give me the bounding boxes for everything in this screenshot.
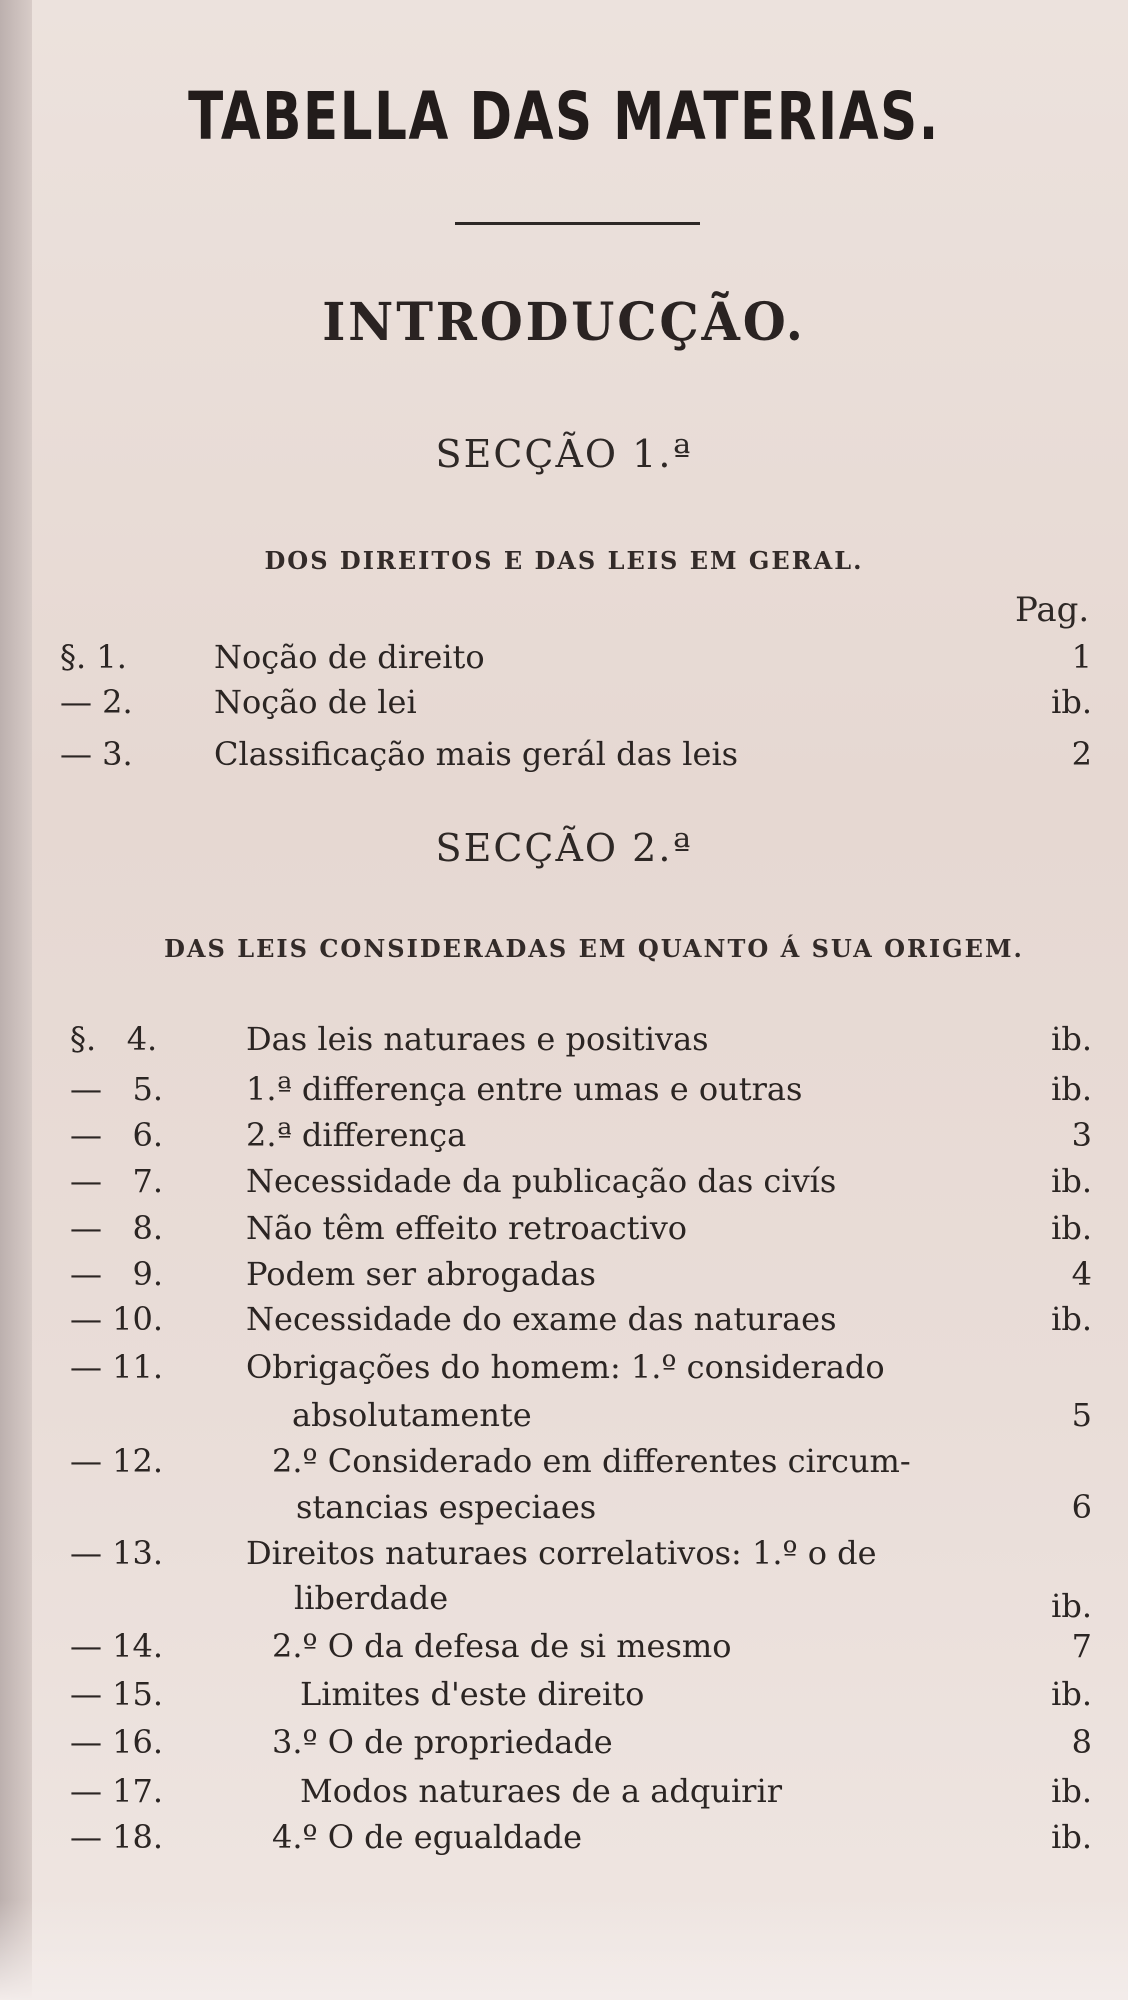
- entry-number: — 8.: [70, 1209, 164, 1247]
- entry-text: Necessidade do exame das naturaes: [246, 1300, 837, 1338]
- entry-text-continued: stancias especiaes: [296, 1488, 597, 1526]
- entry-page: 2: [1071, 735, 1092, 773]
- entry-page: ib.: [1051, 1818, 1092, 1856]
- entry-text: Classificação mais gerál das leis: [214, 735, 739, 773]
- entry-number: — 14.: [70, 1627, 164, 1665]
- entry-text: Direitos naturaes correlativos: 1.º o de: [246, 1534, 877, 1572]
- section-2-heading: SECÇÃO 2.ª: [435, 826, 693, 870]
- entry-text: 4.º O de egualdade: [272, 1818, 583, 1856]
- entry-page: 1: [1071, 638, 1092, 676]
- entry-text: Obrigações do homem: 1.º considerado: [246, 1348, 885, 1386]
- entry-number: — 16.: [70, 1723, 164, 1761]
- entry-page: 4: [1071, 1255, 1092, 1293]
- entry-number: — 11.: [70, 1348, 164, 1386]
- section-1-heading: SECÇÃO 1.ª: [435, 432, 693, 476]
- entry-text: 1.ª differença entre umas e outras: [246, 1070, 803, 1108]
- entry-number: §. 4.: [70, 1020, 158, 1058]
- entry-text: 2.º Considerado em differentes circum-: [272, 1442, 911, 1480]
- entry-text: Podem ser abrogadas: [246, 1255, 596, 1293]
- entry-number: — 18.: [70, 1818, 164, 1856]
- entry-number: — 3.: [60, 735, 133, 773]
- entry-text: 2.º O da defesa de si mesmo: [272, 1627, 732, 1665]
- entry-text-continued: liberdade: [294, 1579, 449, 1617]
- introduction-heading: INTRODUCÇÃO.: [322, 292, 806, 353]
- entry-number: — 7.: [70, 1162, 164, 1200]
- entry-number: §. 1.: [60, 638, 127, 676]
- entry-page: 5: [1071, 1396, 1092, 1434]
- section-1-subtitle: DOS DIREITOS E DAS LEIS EM GERAL.: [264, 546, 864, 575]
- entry-number: — 13.: [70, 1534, 164, 1572]
- entry-text: Noção de direito: [214, 638, 485, 676]
- entry-text: 2.ª differença: [246, 1116, 467, 1154]
- entry-number: — 15.: [70, 1675, 164, 1713]
- entry-number: — 6.: [70, 1116, 164, 1154]
- title-divider: [455, 222, 700, 225]
- entry-number: — 12.: [70, 1442, 164, 1480]
- entry-number: — 9.: [70, 1255, 164, 1293]
- entry-text-continued: absolutamente: [292, 1396, 532, 1434]
- section-2-subtitle: DAS LEIS CONSIDERADAS EM QUANTO Á SUA ORIGEM.: [164, 934, 1024, 963]
- entry-page: ib.: [1051, 1675, 1092, 1713]
- entry-text: Necessidade da publicação das civís: [246, 1162, 837, 1200]
- entry-number: — 5.: [70, 1070, 164, 1108]
- entry-page: 3: [1071, 1116, 1092, 1154]
- entry-number: — 17.: [70, 1772, 164, 1810]
- entry-page: 6: [1071, 1488, 1092, 1526]
- entry-number: — 2.: [60, 683, 133, 721]
- entry-page: ib.: [1051, 683, 1092, 721]
- entry-page: ib.: [1051, 1070, 1092, 1108]
- entry-page: 8: [1071, 1723, 1092, 1761]
- entry-text: Noção de lei: [214, 683, 417, 721]
- entry-text: Limites d'este direito: [300, 1675, 645, 1713]
- entry-page: ib.: [1051, 1772, 1092, 1810]
- entry-text: Das leis naturaes e positivas: [246, 1020, 709, 1058]
- entry-text: Não têm effeito retroactivo: [246, 1209, 688, 1247]
- page-column-header: Pag.: [1015, 590, 1090, 630]
- entry-page: ib.: [1051, 1020, 1092, 1058]
- entry-text: Modos naturaes de a adquirir: [300, 1772, 782, 1810]
- entry-page: 7: [1071, 1627, 1092, 1665]
- entry-page: ib.: [1051, 1209, 1092, 1247]
- page-title: TABELLA DAS MATERIAS.: [188, 78, 940, 155]
- entry-page: ib.: [1051, 1300, 1092, 1338]
- entry-page: ib.: [1051, 1162, 1092, 1200]
- entry-page: ib.: [1051, 1587, 1092, 1625]
- entry-text: 3.º O de propriedade: [272, 1723, 613, 1761]
- entry-number: — 10.: [70, 1300, 164, 1338]
